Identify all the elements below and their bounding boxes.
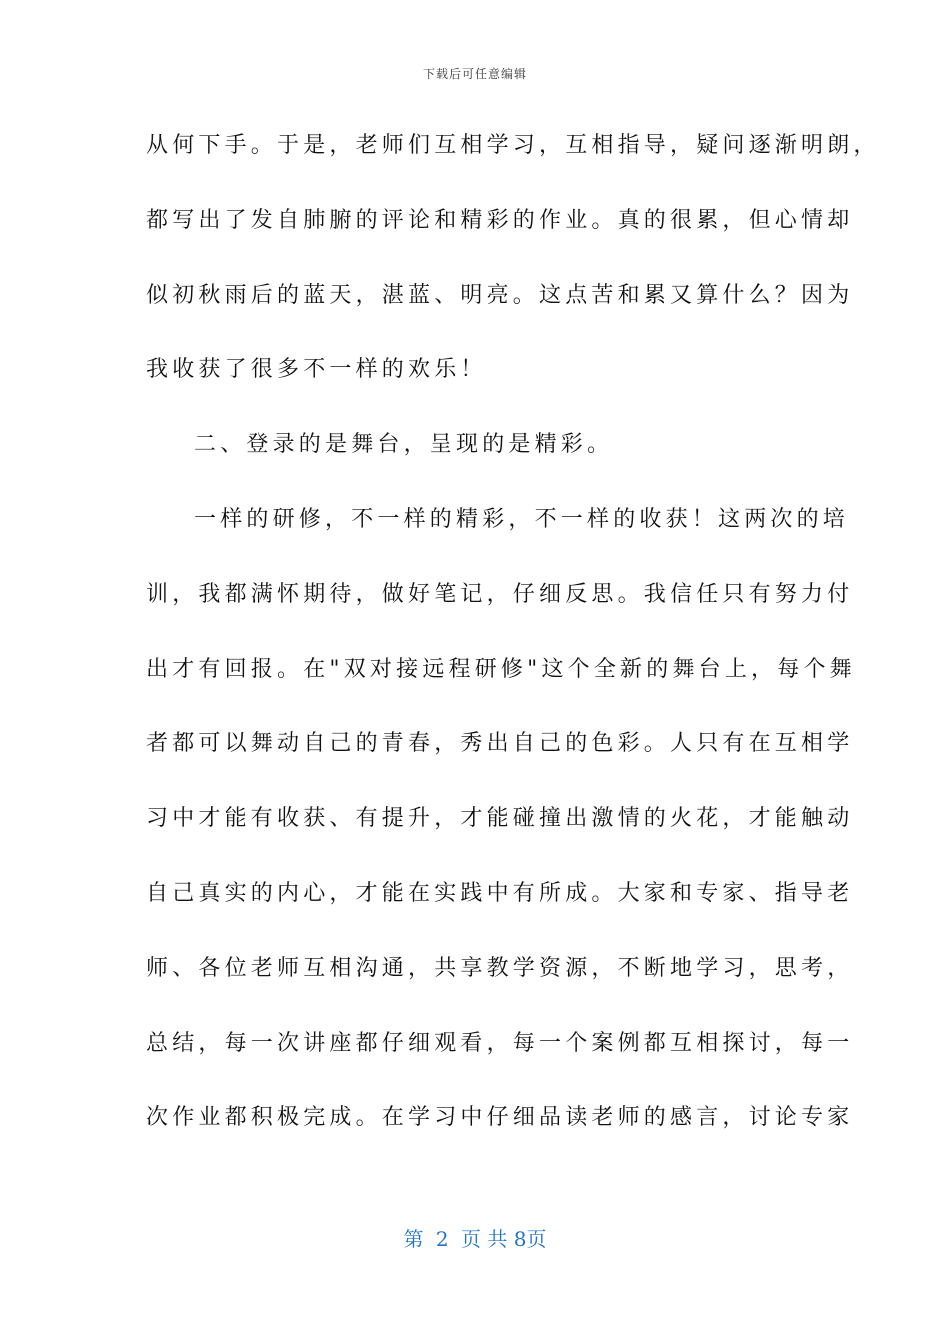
- paragraph-first-line: 一样的研修，不一样的精彩，不一样的收获！这两次的培: [194, 506, 850, 532]
- text-line: 出才有回报。在"双对接远程研修"这个全新的舞台上，每个舞: [146, 656, 856, 682]
- text-line: 我收获了很多不一样的欢乐！: [146, 357, 487, 383]
- footer-prefix: 第: [403, 1227, 424, 1251]
- total-pages-number: 8: [513, 1227, 527, 1251]
- text-line: 都写出了发自肺腑的评论和精彩的作业。真的很累，但心情却: [146, 207, 854, 233]
- page-number-footer: [0, 1226, 950, 1252]
- page-header-note: 下载后可任意编辑: [422, 67, 527, 81]
- text-line: 次作业都积极完成。在学习中仔细品读老师的感言，讨论专家: [146, 1105, 854, 1131]
- current-page-number: 2: [435, 1227, 449, 1251]
- text-line: 从何下手。于是，老师们互相学习，互相指导，疑问逐渐明朗，: [146, 133, 880, 158]
- text-line: 者都可以舞动自己的青春，秀出自己的色彩。人只有在互相学: [146, 731, 854, 757]
- text-line: 自己真实的内心，才能在实践中有所成。大家和专家、指导老: [146, 880, 854, 906]
- footer-suffix: 页: [526, 1227, 547, 1251]
- section-heading: 二、登录的是舞台，呈现的是精彩。: [194, 432, 614, 458]
- text-line: 总结，每一次讲座都仔细观看，每一个案例都互相探讨，每一: [146, 1030, 854, 1056]
- text-line: 习中才能有收获、有提升，才能碰撞出激情的火花，才能触动: [146, 806, 854, 832]
- text-line: 训，我都满怀期待，做好笔记，仔细反思。我信任只有努力付: [146, 581, 854, 607]
- footer-middle: 页 共: [461, 1227, 508, 1251]
- text-line: 师、各位老师互相沟通，共享教学资源，不断地学习，思考，: [146, 955, 854, 981]
- text-line: 似初秋雨后的蓝天，湛蓝、明亮。这点苦和累又算什么？因为: [146, 282, 854, 308]
- document-body: [146, 120, 880, 1167]
